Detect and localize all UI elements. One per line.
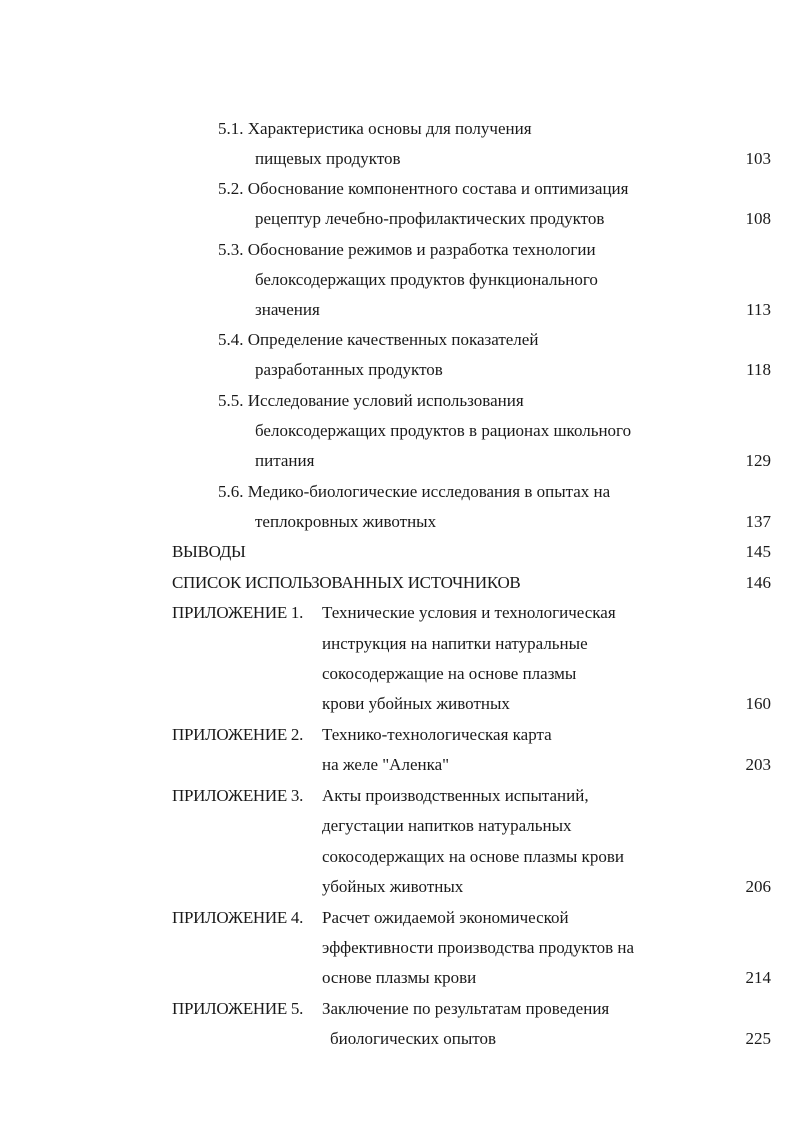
toc-entry-title-line: Заключение по результатам проведения (322, 999, 610, 1018)
toc-entry-title-line: убойных животных (322, 877, 464, 896)
toc-entry-title-line: питания (255, 451, 315, 470)
toc-entry-title-line: сокосодержащих на основе плазмы крови (322, 847, 624, 866)
toc-entry-title-line: Акты производственных испытаний, (322, 786, 589, 805)
toc-entry-title-line: белоксодержащих продуктов функционального (255, 270, 598, 289)
toc-entry-title-line: сокосодержащие на основе плазмы (322, 664, 577, 683)
toc-entry-title-line: эффективности производства продуктов на (322, 938, 635, 957)
toc-entry-title-line: пищевых продуктов (255, 149, 401, 168)
toc-page-number: 103 (745, 149, 771, 168)
toc-entry-title-line: крови убойных животных (322, 694, 510, 713)
toc-page-number: 214 (745, 968, 771, 987)
toc-entry-title-line: 5.1. Характеристика основы для получения (218, 119, 532, 138)
toc-entry-title-line: значения (255, 300, 320, 319)
toc-entry-title-line: Технические условия и технологическая (322, 603, 616, 622)
toc-appendix-label: ПРИЛОЖЕНИЕ 2. (172, 725, 304, 744)
toc-appendix-label: ПРИЛОЖЕНИЕ 5. (172, 999, 304, 1018)
toc-page-number: 137 (745, 512, 771, 531)
toc-entry-title-line: ВЫВОДЫ (172, 542, 246, 561)
toc-entry-title-line: на желе "Аленка" (322, 755, 450, 774)
toc-entry-title-line: Расчет ожидаемой экономической (322, 908, 569, 927)
toc-appendix-label: ПРИЛОЖЕНИЕ 4. (172, 908, 304, 927)
toc-entry-title-line: разработанных продуктов (255, 360, 443, 379)
toc-appendix-label: ПРИЛОЖЕНИЕ 1. (172, 603, 304, 622)
toc-entry-title-line: СПИСОК ИСПОЛЬЗОВАННЫХ ИСТОЧНИКОВ (172, 573, 521, 592)
toc-entry-title-line: белоксодержащих продуктов в рационах школьного (255, 421, 632, 440)
toc-entry-title-line: дегустации напитков натуральных (322, 816, 572, 835)
toc-page-number: 146 (745, 573, 771, 592)
toc-page-number: 160 (745, 694, 771, 713)
toc-entry-title-line: 5.4. Определение качественных показателей (218, 330, 539, 349)
toc-entry-title-line: 5.6. Медико-биологические исследования в опытах на (218, 482, 611, 501)
toc-page-number: 206 (745, 877, 771, 896)
toc-entry-title-line: 5.2. Обоснование компонентного состава и оптимизация (218, 179, 629, 198)
toc-entry-title-line: 5.5. Исследование условий использования (218, 391, 524, 410)
toc-page-number: 108 (745, 209, 771, 228)
toc-page-number: 145 (745, 542, 771, 561)
toc-page-number: 129 (745, 451, 771, 470)
toc-entry-title-line: биологических опытов (330, 1029, 496, 1048)
toc-page-number: 203 (745, 755, 771, 774)
toc-entry-title-line: инструкция на напитки натуральные (322, 634, 588, 653)
toc-entry-title-line: 5.3. Обоснование режимов и разработка технологии (218, 240, 596, 259)
toc-entry-title-line: Технико-технологическая карта (322, 725, 552, 744)
toc-page-number: 118 (746, 360, 771, 379)
toc-page-number: 113 (746, 300, 771, 319)
toc-entry-title-line: основе плазмы крови (322, 968, 477, 987)
toc-entry-title-line: теплокровных животных (255, 512, 437, 531)
toc-appendix-label: ПРИЛОЖЕНИЕ 3. (172, 786, 304, 805)
toc-page-number: 225 (745, 1029, 771, 1048)
toc-entry-title-line: рецептур лечебно-профилактических продуктов (255, 209, 605, 228)
